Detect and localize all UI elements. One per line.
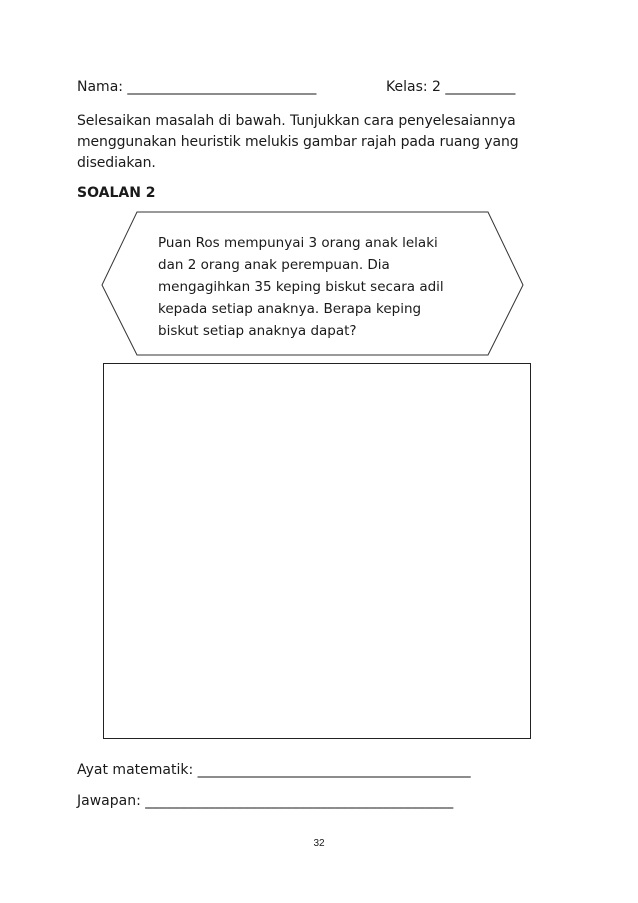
question-line: kepada setiap anaknya. Berapa keping: [158, 301, 422, 317]
instruction-line: menggunakan heuristik melukis gambar rajah pada ruang yang: [77, 134, 519, 150]
class-field: Kelas: 2 __________: [386, 79, 516, 95]
answer-field: Jawapan: ____________________________________________: [77, 793, 454, 809]
math-sentence-field: Ayat matematik: _______________________________________: [77, 762, 471, 778]
question-line: Puan Ros mempunyai 3 orang anak lelaki: [158, 235, 438, 251]
drawing-area: [103, 363, 531, 739]
instruction-line: disediakan.: [77, 155, 156, 171]
name-field: Nama: ___________________________: [77, 79, 317, 95]
question-line: dan 2 orang anak perempuan. Dia: [158, 257, 390, 273]
instruction-line: Selesaikan masalah di bawah. Tunjukkan cara penyelesaiannya: [77, 113, 516, 129]
page-number: 32: [313, 838, 325, 849]
question-line: mengagihkan 35 keping biskut secara adil: [158, 279, 444, 295]
question-text: [158, 232, 478, 342]
question-line: biskut setiap anaknya dapat?: [158, 323, 357, 339]
question-heading: SOALAN 2: [77, 185, 156, 201]
